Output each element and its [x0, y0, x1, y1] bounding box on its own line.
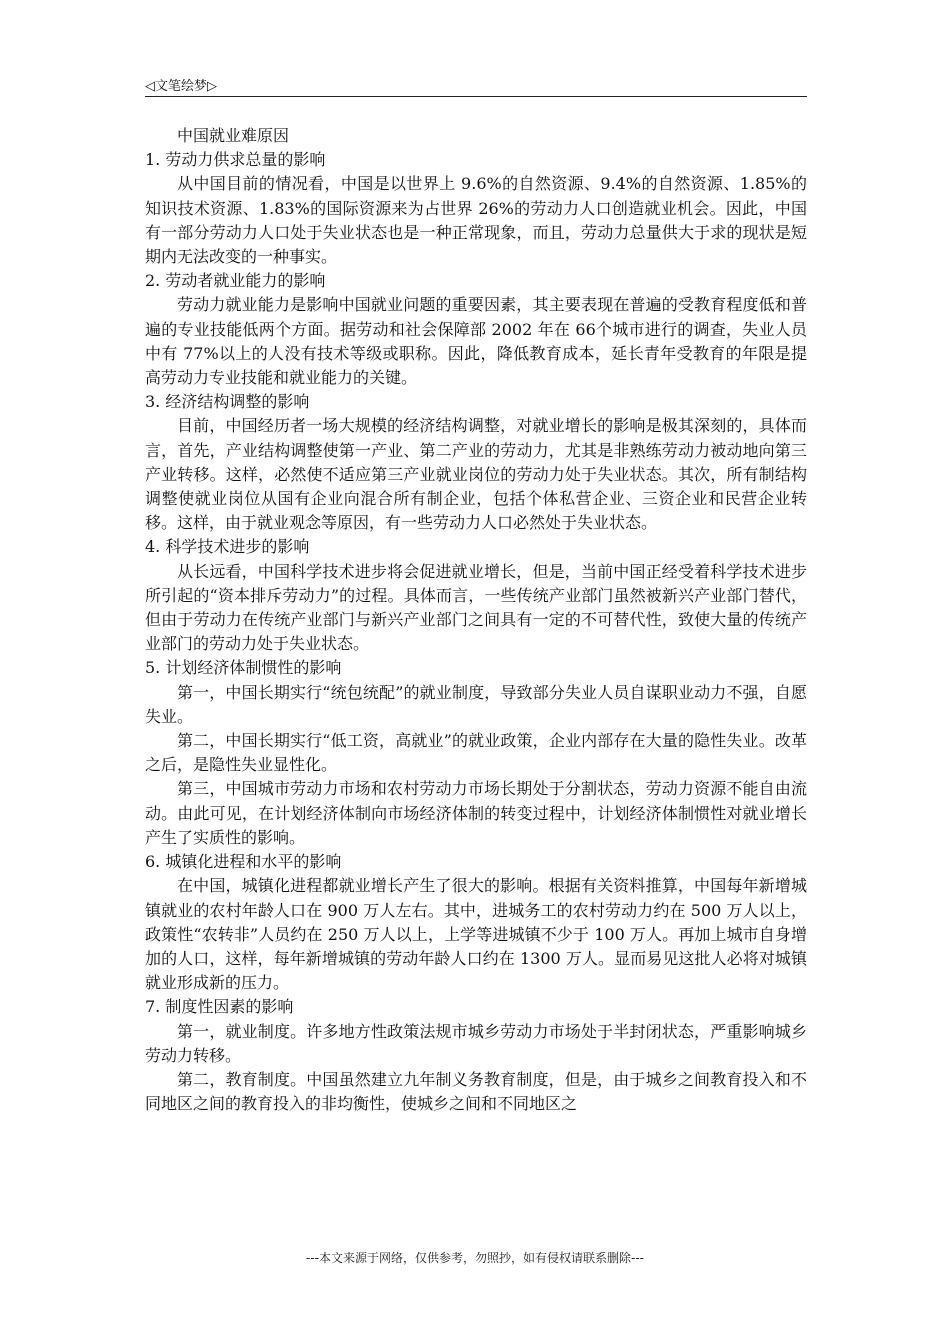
document-body	[145, 124, 807, 1116]
page-header	[145, 74, 807, 97]
footer-notice: ---本文来源于网络，仅供参考，勿照抄，如有侵权请联系删除---	[306, 1251, 644, 1265]
section-paragraph: 第一，就业制度。许多地方性政策法规市城乡劳动力市场处于半封闭状态，严重影响城乡劳动力转移。	[145, 1021, 807, 1065]
section-paragraph: 从中国目前的情况看，中国是以世界上 9.6%的自然资源、9.4%的自然资源、1.85%的知识技术资源、1.83%的国际资源来为占世界 26%的劳动力人口创造就业机会。因此，中国有一部分劳动力人口处于失业状态也是一种正常现象，而且，劳动力总量供大于求的现状是短期内无法改变的一种事实。	[145, 174, 807, 267]
section-heading: 6. 城镇化进程和水平的影响	[145, 852, 342, 872]
header-brand: ◁文笔绘梦▷	[145, 79, 217, 94]
section-heading: 2. 劳动者就业能力的影响	[145, 271, 326, 291]
section-heading: 4. 科学技术进步的影响	[145, 537, 310, 557]
section-heading: 5. 计划经济体制惯性的影响	[145, 658, 342, 678]
section-paragraph: 第二，中国长期实行“低工资，高就业”的就业政策，企业内部存在大量的隐性失业。改革之后，是隐性失业显性化。	[145, 731, 807, 775]
section-paragraph: 从长远看，中国科学技术进步将会促进就业增长，但是，当前中国正经受着科学技术进步所引起的“资本排斥劳动力”的过程。具体而言，一些传统产业部门虽然被新兴产业部门替代，但由于劳动力在传统产业部门与新兴产业部门之间具有一定的不可替代性，致使大量的传统产业部门的劳动力处于失业状态。	[145, 561, 807, 654]
section-paragraph: 第二，教育制度。中国虽然建立九年制义务教育制度，但是，由于城乡之间教育投入和不同地区之间的教育投入的非均衡性，使城乡之间和不同地区之	[145, 1069, 807, 1114]
section-paragraph: 在中国，城镇化进程都就业增长产生了很大的影响。根据有关资料推算，中国每年新增城镇就业的农村年龄人口在 900 万人左右。其中，进城务工的农村劳动力约在 500 万人以上，政策性“农转非”人员约在 250 万人以上，上学等进城镇不少于 100 万人。再加上城市自身增加的人口，这样，每年新增城镇的劳动年龄人口约在 1300 万人。显而易见这批人必将对城镇就业形成新的压力。	[145, 876, 807, 993]
section-paragraph: 第一，中国长期实行“统包统配”的就业制度，导致部分失业人员自谋职业动力不强，自愿失业。	[145, 682, 807, 726]
section-paragraph: 第三，中国城市劳动力市场和农村劳动力市场长期处于分割状态，劳动力资源不能自由流动。由此可见，在计划经济体制向市场经济体制的转变过程中，计划经济体制惯性对就业增长产生了实质性的影响。	[145, 779, 807, 847]
section-heading: 1. 劳动力供求总量的影响	[145, 150, 326, 170]
section-heading: 3. 经济结构调整的影响	[145, 392, 310, 412]
section-heading: 7. 制度性因素的影响	[145, 997, 294, 1017]
document-title: 中国就业难原因	[177, 126, 290, 145]
section-paragraph: 劳动力就业能力是影响中国就业问题的重要因素，其主要表现在普遍的受教育程度低和普遍的专业技能低两个方面。据劳动和社会保障部 2002 年在 66个城市进行的调查，失业人员中有 77%以上的人没有技术等级或职称。因此，降低教育成本，延长青年受教育的年限是提高劳动力专业技能和就业能力的关键。	[145, 295, 807, 388]
page-footer	[0, 1249, 950, 1266]
section-paragraph: 目前，中国经历者一场大规模的经济结构调整，对就业增长的影响是极其深刻的，具体而言，首先，产业结构调整使第一产业、第二产业的劳动力，尤其是非熟练劳动力被动地向第三产业转移。这样，必然使不适应第三产业就业岗位的劳动力处于失业状态。其次，所有制结构调整使就业岗位从国有企业向混合所有制企业，包括个体私营企业、三资企业和民营企业转移。这样，由于就业观念等原因，有一些劳动力人口必然处于失业状态。	[145, 416, 807, 533]
